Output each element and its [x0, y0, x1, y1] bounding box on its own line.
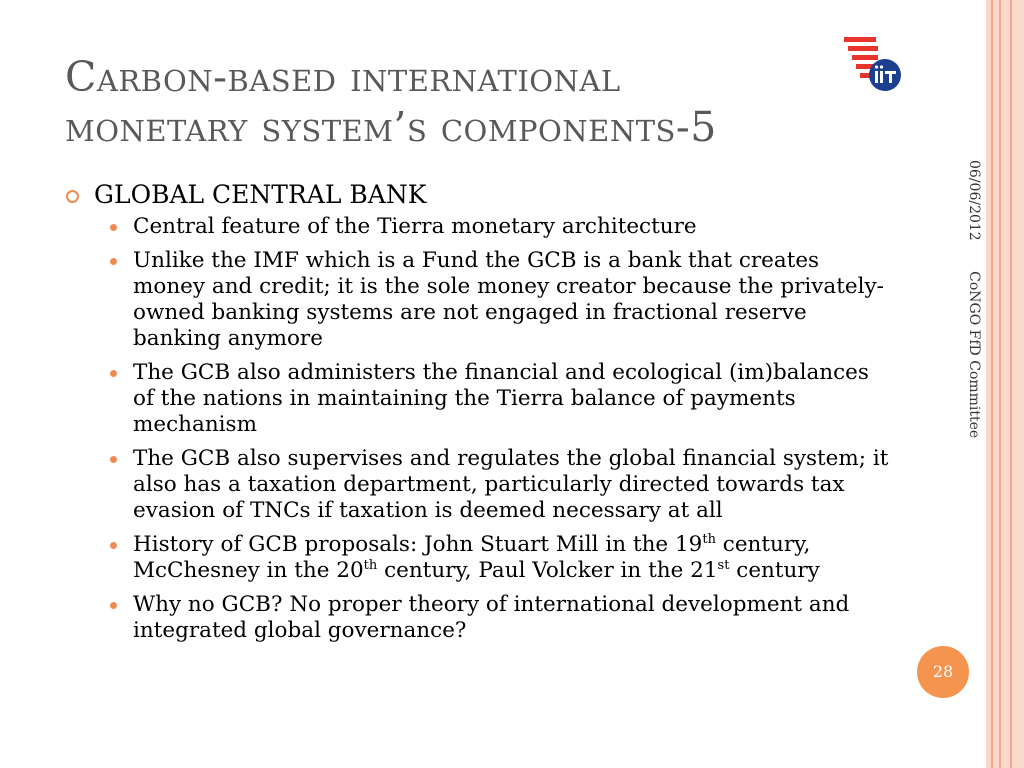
decorative-stripe: [1010, 0, 1012, 768]
bullet-text: The GCB also administers the financial and ecological (im)balances of the nations in maintaining the Tierra balance of payments mechanism: [133, 360, 869, 437]
list-item: [66, 360, 896, 438]
title-line-2: monetary system’s components-5: [65, 103, 717, 151]
filled-circle-bullet-icon: [110, 370, 117, 377]
bullet-text-part: century: [729, 558, 820, 583]
filled-circle-bullet-icon: [110, 456, 117, 463]
filled-circle-bullet-icon: [110, 224, 117, 231]
slide-date: 06/06/2012: [966, 160, 982, 241]
bullet-text: The GCB also supervises and regulates the global financial system; it also has a taxation department, particularly directed towards tax evasion of TNCs if taxation is deemed necessary at all: [133, 446, 889, 523]
slide-title: [65, 52, 825, 152]
hollow-circle-bullet-icon: [66, 190, 79, 203]
list-item: [66, 592, 896, 644]
level1-item: [66, 178, 896, 212]
institution-logo-icon: [842, 35, 904, 97]
decorative-stripe: [991, 0, 993, 768]
filled-circle-bullet-icon: [110, 602, 117, 609]
superscript: st: [717, 558, 730, 573]
bullet-text-part: History of GCB proposals: John Stuart Mill in the 19: [133, 532, 703, 557]
superscript: th: [702, 532, 716, 547]
page-number-badge: 28: [917, 646, 969, 698]
slide-body: [66, 178, 896, 652]
bullet-text: Unlike the IMF which is a Fund the GCB is a bank that creates money and credit; it is the sole money creator because the privately-owned banking systems are not engaged in fractional reserve banking anymore: [133, 248, 884, 351]
decorative-stripe: [999, 0, 1001, 768]
footer-organization: CoNGO FfD Committee: [966, 271, 982, 439]
section-heading: GLOBAL CENTRAL BANK: [94, 180, 427, 209]
side-footer: [966, 160, 982, 438]
superscript: th: [363, 558, 378, 573]
bullet-text: Central feature of the Tierra monetary architecture: [133, 214, 697, 239]
list-item: [66, 446, 896, 524]
bullet-list: [66, 214, 896, 644]
title-line-1: Carbon-based international: [65, 53, 621, 101]
bullet-text-part: century, McChesney in the 20: [133, 532, 811, 583]
list-item: [66, 248, 896, 352]
bullet-text-part: century, Paul Volcker in the 21: [377, 558, 718, 583]
filled-circle-bullet-icon: [110, 542, 117, 549]
list-item: [66, 532, 896, 584]
list-item: [66, 214, 896, 240]
filled-circle-bullet-icon: [110, 258, 117, 265]
bullet-text: Why no GCB? No proper theory of international development and integrated global governance?: [133, 592, 850, 643]
